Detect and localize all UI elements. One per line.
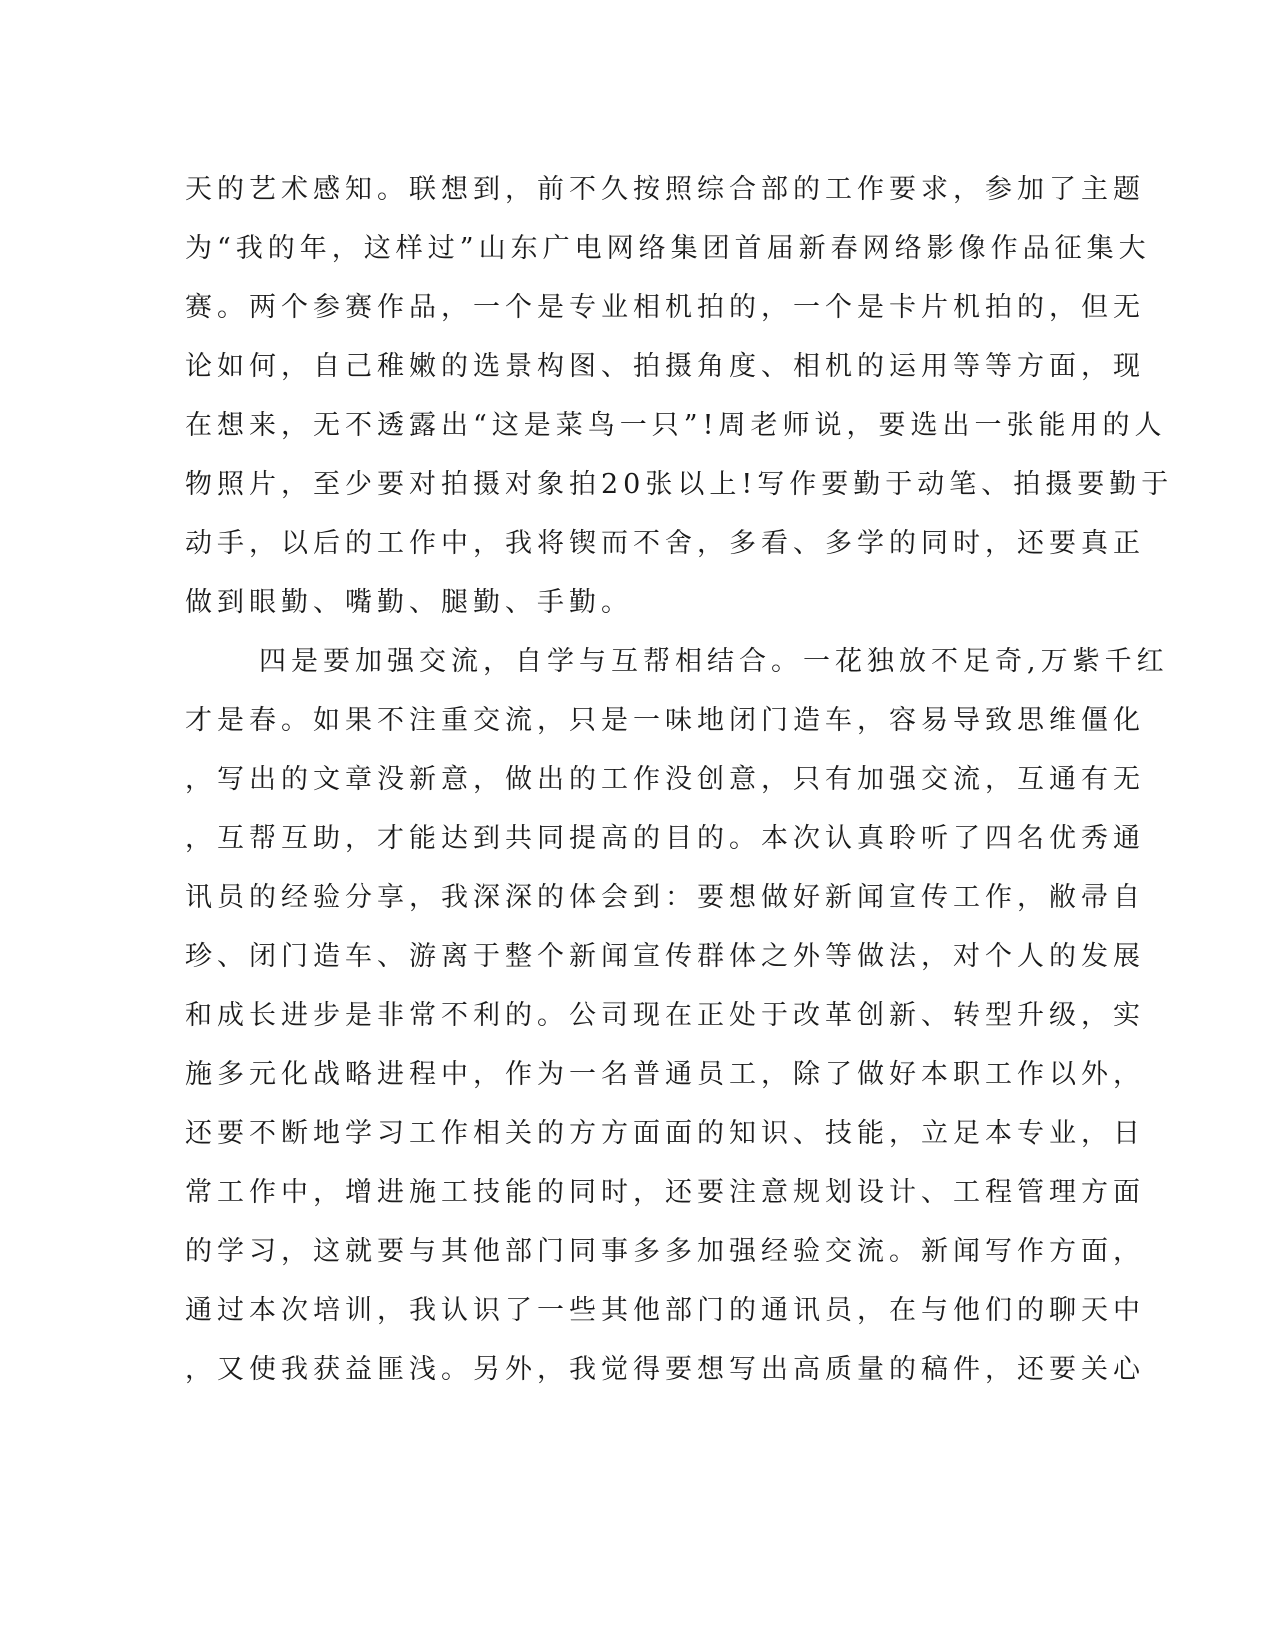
- text-line: ，互帮互助，才能达到共同提高的目的。本次认真聆听了四名优秀通: [185, 823, 1145, 854]
- text-line: 在想来，无不透露出“这是菜鸟一只”!周老师说，要选出一张能用的人: [185, 410, 1167, 441]
- text-line: 动手，以后的工作中，我将锲而不舍，多看、多学的同时，还要真正: [185, 528, 1145, 559]
- text-line: 还要不断地学习工作相关的方方面面的知识、技能，立足本专业，日: [185, 1118, 1145, 1149]
- text-line: 常工作中，增进施工技能的同时，还要注意规划设计、工程管理方面: [185, 1177, 1145, 1208]
- text-line: 珍、闭门造车、游离于整个新闻宣传群体之外等做法，对个人的发展: [185, 941, 1145, 972]
- text-line: 天的艺术感知。联想到，前不久按照综合部的工作要求，参加了主题: [185, 174, 1145, 205]
- text-line: 施多元化战略进程中，作为一名普通员工，除了做好本职工作以外，: [185, 1059, 1145, 1090]
- text-line: ，写出的文章没新意，做出的工作没创意，只有加强交流，互通有无: [185, 764, 1145, 795]
- text-line: 做到眼勤、嘴勤、腿勤、手勤。: [185, 587, 633, 618]
- text-line: ，又使我获益匪浅。另外，我觉得要想写出高质量的稿件，还要关心: [185, 1354, 1145, 1385]
- body-text: [185, 160, 1174, 1399]
- text-line: 赛。两个参赛作品，一个是专业相机拍的，一个是卡片机拍的，但无: [185, 292, 1145, 323]
- text-line: 的学习，这就要与其他部门同事多多加强经验交流。新闻写作方面，: [185, 1236, 1145, 1267]
- paragraph-start-line: 四是要加强交流，自学与互帮相结合。一花独放不足奇,万紫千红: [259, 646, 1169, 677]
- text-line: 和成长进步是非常不利的。公司现在正处于改革创新、转型升级，实: [185, 1000, 1145, 1031]
- text-line: 才是春。如果不注重交流，只是一味地闭门造车，容易导致思维僵化: [185, 705, 1145, 736]
- text-line: 讯员的经验分享，我深深的体会到：要想做好新闻宣传工作，敝帚自: [185, 882, 1145, 913]
- text-line: 通过本次培训，我认识了一些其他部门的通讯员，在与他们的聊天中: [185, 1295, 1145, 1326]
- text-line: 为“我的年，这样过”山东广电网络集团首届新春网络影像作品征集大: [185, 233, 1151, 264]
- text-line: 论如何，自己稚嫩的选景构图、拍摄角度、相机的运用等等方面，现: [185, 351, 1145, 382]
- text-line: 物照片，至少要对拍摄对象拍20张以上!写作要勤于动笔、拍摄要勤于: [185, 469, 1174, 500]
